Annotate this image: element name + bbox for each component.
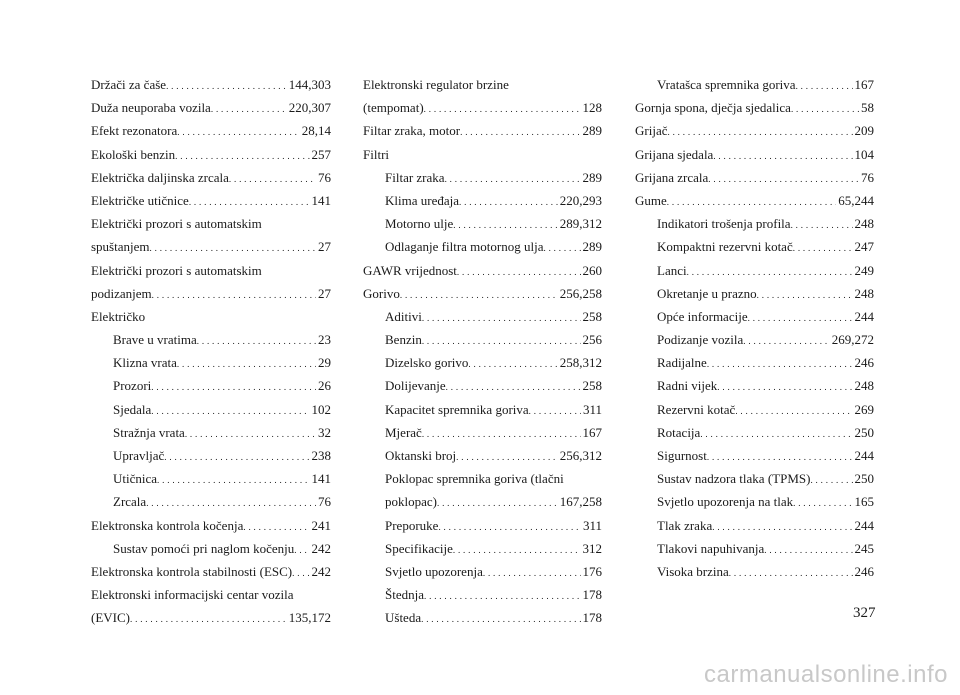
entry-page-ref: 256 [582, 332, 602, 348]
dot-leader [743, 328, 829, 351]
dot-leader [543, 235, 580, 258]
entry-page-ref: 269,272 [831, 332, 874, 348]
entry-label: Štednja [385, 587, 424, 603]
index-entry [635, 351, 874, 374]
entry-label: Elektronski regulator brzine [363, 77, 509, 92]
dot-leader [707, 351, 853, 374]
index-entry [363, 583, 602, 606]
dot-leader [700, 421, 852, 444]
index-entry [635, 119, 874, 142]
index-entry [91, 189, 331, 212]
index-entry [635, 398, 874, 421]
entry-label: Elektronska kontrola kočenja [91, 517, 244, 533]
dot-leader [713, 143, 852, 166]
entry-label: Efekt rezonatora [91, 123, 178, 139]
entry-page-ref: 141 [311, 471, 331, 487]
entry-page-ref: 65,244 [838, 192, 874, 208]
entry-page-ref: 209 [854, 123, 874, 139]
dot-leader [791, 212, 853, 235]
entry-page-ref: 246 [854, 563, 874, 579]
index-entry [363, 119, 602, 142]
dot-leader [453, 212, 558, 235]
entry-label: Dolijevanje [385, 378, 446, 394]
dot-leader [175, 143, 309, 166]
dot-leader [151, 374, 316, 397]
entry-label: Klizna vrata [113, 355, 177, 371]
index-entry [91, 282, 331, 305]
entry-label: poklopac) [385, 494, 437, 510]
dot-leader [748, 305, 853, 328]
index-entry [363, 560, 602, 583]
entry-label: Ekološki benzin [91, 146, 176, 162]
entry-label: (EVIC) [91, 610, 130, 626]
entry-label: Upravljač [113, 448, 165, 463]
entry-page-ref: 167 [582, 424, 602, 440]
index-entry [635, 189, 874, 212]
dot-leader [707, 444, 853, 467]
entry-label: Električki prozori s automatskim [91, 262, 262, 278]
entry-page-ref: 76 [318, 494, 331, 510]
dot-leader [468, 351, 557, 374]
entry-label: Vratašca spremnika goriva [657, 77, 796, 92]
index-entry [91, 212, 331, 235]
entry-page-ref: 289 [582, 239, 602, 255]
entry-page-ref: 249 [854, 262, 874, 278]
index-entry [363, 351, 602, 374]
dot-leader [438, 514, 581, 537]
entry-page-ref: 256,312 [559, 448, 602, 463]
dot-leader [764, 537, 852, 560]
index-entry [635, 490, 874, 513]
entry-page-ref: 246 [854, 355, 874, 371]
index-entry [363, 537, 602, 560]
dot-leader [197, 328, 316, 351]
index-entry [91, 444, 331, 467]
index-entry [363, 96, 602, 119]
dot-leader [667, 119, 852, 142]
dot-leader [189, 189, 310, 212]
index-entry [91, 537, 331, 560]
entry-label: Sigurnost [657, 448, 707, 463]
index-entry [635, 282, 874, 305]
dot-leader [459, 189, 558, 212]
entry-label: Gornja spona, dječja sjedalica [635, 100, 791, 116]
dot-leader [422, 305, 581, 328]
entry-page-ref: 312 [582, 540, 602, 556]
entry-label: Gorivo [363, 285, 400, 301]
index-entry [635, 328, 874, 351]
entry-page-ref: 244 [854, 308, 874, 324]
index-entry [91, 351, 331, 374]
dot-leader [150, 235, 317, 258]
dot-leader [177, 351, 316, 374]
entry-page-ref: 244 [854, 517, 874, 533]
entry-page-ref: 260 [582, 262, 602, 278]
dot-leader [166, 73, 287, 96]
entry-label: Odlaganje filtra motornog ulja [385, 239, 544, 255]
entry-label: Držači za čaše [91, 77, 167, 92]
index-column-2 [363, 73, 602, 630]
index-entry [635, 374, 874, 397]
entry-label: Filtar zraka [385, 169, 445, 185]
index-entry [91, 490, 331, 513]
entry-label: Kapacitet spremnika goriva [385, 401, 529, 417]
dot-leader [437, 490, 558, 513]
entry-label: Opće informacije [657, 308, 748, 324]
index-entry [363, 467, 602, 490]
index-entry [363, 282, 602, 305]
dot-leader [211, 96, 287, 119]
entry-label: Radni vijek [657, 378, 718, 394]
index-entry [635, 235, 874, 258]
entry-page-ref: 128 [582, 100, 602, 116]
entry-page-ref: 104 [854, 146, 874, 162]
dot-leader [793, 235, 853, 258]
entry-label: Mjerač [385, 424, 422, 440]
dot-leader [729, 560, 853, 583]
dot-leader [793, 490, 852, 513]
dot-leader [422, 421, 581, 444]
entry-label: Dizelsko gorivo [385, 355, 469, 371]
entry-page-ref: 220,307 [288, 100, 331, 116]
entry-page-ref: 248 [854, 285, 874, 301]
entry-label: Gume [635, 192, 667, 208]
entry-label: Duža neuporaba vozila [91, 100, 211, 116]
entry-page-ref: 257 [311, 146, 331, 162]
page-number: 327 [853, 605, 876, 621]
dot-leader [164, 444, 309, 467]
index-entry [363, 305, 602, 328]
index-entry [363, 166, 602, 189]
entry-page-ref: 135,172 [288, 610, 331, 626]
entry-page-ref: 244 [854, 448, 874, 463]
index-entry [91, 119, 331, 142]
dot-leader [810, 467, 852, 490]
entry-page-ref: 176 [582, 563, 602, 579]
index-entry [635, 467, 874, 490]
entry-page-ref: 27 [318, 239, 331, 255]
index-entry [363, 421, 602, 444]
index-entry [635, 305, 874, 328]
index-entry [363, 444, 602, 467]
entry-page-ref: 250 [854, 424, 874, 440]
entry-label: GAWR vrijednost [363, 262, 457, 278]
entry-label: Zrcala [113, 494, 147, 510]
index-entry [91, 73, 331, 96]
dot-leader [130, 606, 287, 629]
index-entry [635, 212, 874, 235]
dot-leader [735, 398, 852, 421]
entry-page-ref: 247 [854, 239, 874, 255]
index-entry [635, 560, 874, 583]
index-column-1 [91, 73, 331, 630]
entry-page-ref: 242 [311, 540, 331, 556]
entry-label: Oktanski broj [385, 448, 457, 463]
index-entry [635, 259, 874, 282]
index-entry [363, 328, 602, 351]
dot-leader [712, 514, 852, 537]
entry-label: Sustav pomoći pri naglom kočenju [113, 540, 295, 556]
index-entry [91, 259, 331, 282]
entry-page-ref: 178 [582, 610, 602, 626]
entry-page-ref: 248 [854, 216, 874, 232]
dot-leader [796, 73, 853, 96]
index-entry [91, 514, 331, 537]
index-entry [363, 490, 602, 513]
index-entry [635, 537, 874, 560]
index-entry [91, 143, 331, 166]
entry-label: Sustav nadzora tlaka (TPMS) [657, 471, 811, 487]
index-entry [635, 421, 874, 444]
entry-label: spuštanjem [91, 239, 150, 255]
entry-label: Prozori [113, 378, 152, 394]
index-entry [91, 305, 331, 328]
entry-label: Elektronski informacijski centar vozila [91, 587, 294, 603]
dot-leader [157, 467, 309, 490]
index-entry [363, 235, 602, 258]
dot-leader [400, 282, 558, 305]
entry-page-ref: 289 [582, 123, 602, 139]
dot-leader [460, 119, 580, 142]
dot-leader [422, 328, 581, 351]
index-entry [91, 374, 331, 397]
entry-label: Tlak zraka [657, 517, 713, 533]
entry-page-ref: 220,293 [559, 192, 602, 208]
entry-label: Visoka brzina [657, 563, 729, 579]
dot-leader [292, 560, 309, 583]
index-entry [363, 189, 602, 212]
entry-label: Poklopac spremnika goriva (tlačni [385, 471, 564, 487]
index-entry [635, 514, 874, 537]
index-entry [363, 259, 602, 282]
entry-page-ref: 27 [318, 285, 331, 301]
entry-label: Električki prozori s automatskim [91, 216, 262, 232]
entry-page-ref: 289,312 [559, 216, 602, 232]
index-entry [635, 73, 874, 96]
index-entry [91, 421, 331, 444]
entry-page-ref: 26 [318, 378, 331, 394]
entry-label: Elektronska kontrola stabilnosti (ESC) [91, 563, 293, 579]
entry-page-ref: 241 [311, 517, 331, 533]
index-entry [91, 398, 331, 421]
index-entry [91, 328, 331, 351]
dot-leader [687, 259, 853, 282]
entry-label: Filtri [363, 146, 390, 162]
entry-page-ref: 250 [854, 471, 874, 487]
entry-page-ref: 141 [311, 192, 331, 208]
dot-leader [185, 421, 316, 444]
index-entry [91, 235, 331, 258]
entry-label: Indikatori trošenja profila [657, 216, 791, 232]
entry-label: Brave u vratima [113, 332, 197, 348]
entry-label: podizanjem [91, 285, 152, 301]
dot-leader [177, 119, 299, 142]
dot-leader [483, 560, 581, 583]
entry-page-ref: 32 [318, 424, 331, 440]
entry-label: Kompaktni rezervni kotač [657, 239, 793, 255]
entry-label: Električka daljinska zrcala [91, 169, 229, 185]
dot-leader [456, 444, 558, 467]
entry-label: Rezervni kotač [657, 401, 736, 417]
dot-leader [152, 282, 316, 305]
entry-label: Sjedala [113, 401, 152, 417]
dot-leader [229, 166, 316, 189]
dot-leader [243, 514, 309, 537]
index-entry [635, 444, 874, 467]
entry-page-ref: 289 [582, 169, 602, 185]
index-entry [635, 166, 874, 189]
dot-leader [453, 537, 581, 560]
entry-page-ref: 311 [582, 401, 602, 417]
entry-page-ref: 242 [311, 563, 331, 579]
index-entry [363, 606, 602, 629]
entry-page-ref: 29 [318, 355, 331, 371]
entry-label: Filtar zraka, motor [363, 123, 461, 139]
entry-label: Svjetlo upozorenja [385, 563, 483, 579]
dot-leader [446, 374, 581, 397]
index-entry [91, 606, 331, 629]
dot-leader [421, 606, 580, 629]
index-entry [363, 212, 602, 235]
index-entry [91, 467, 331, 490]
entry-page-ref: 258,312 [559, 355, 602, 371]
dot-leader [708, 166, 859, 189]
entry-label: Električke utičnice [91, 192, 189, 208]
entry-label: Svjetlo upozorenja na tlak [657, 494, 794, 510]
entry-page-ref: 28,14 [301, 123, 331, 139]
entry-label: Motorno ulje [385, 216, 454, 232]
entry-label: Stražnja vrata [113, 424, 185, 440]
entry-label: Tlakovi napuhivanja [657, 540, 765, 556]
index-entry [91, 96, 331, 119]
entry-page-ref: 23 [318, 332, 331, 348]
dot-leader [424, 96, 581, 119]
dot-leader [424, 583, 581, 606]
entry-page-ref: 76 [861, 169, 874, 185]
entry-label: Utičnica [113, 471, 158, 487]
entry-page-ref: 256,258 [559, 285, 602, 301]
entry-page-ref: 165 [854, 494, 874, 510]
dot-leader [445, 166, 581, 189]
entry-page-ref: 102 [311, 401, 331, 417]
entry-label: Lanci [657, 262, 687, 278]
entry-label: Benzin [385, 332, 422, 348]
watermark: carmanualsonline.info [704, 661, 948, 688]
dot-leader [146, 490, 316, 513]
entry-label: Rotacija [657, 424, 701, 440]
entry-page-ref: 178 [582, 587, 602, 603]
entry-page-ref: 76 [318, 169, 331, 185]
entry-page-ref: 311 [582, 517, 602, 533]
dot-leader [457, 259, 581, 282]
entry-label: Radijalne [657, 355, 707, 371]
index-entry [91, 583, 331, 606]
index-entry [363, 73, 602, 96]
dot-leader [294, 537, 309, 560]
entry-label: Grijač [635, 123, 668, 139]
index-entry [635, 96, 874, 119]
index-column-3 [635, 73, 874, 583]
entry-page-ref: 167 [854, 77, 874, 92]
entry-label: Klima uređaja [385, 192, 459, 208]
entry-page-ref: 245 [854, 540, 874, 556]
index-entry [363, 374, 602, 397]
entry-page-ref: 258 [582, 308, 602, 324]
dot-leader [529, 398, 581, 421]
index-entry [91, 560, 331, 583]
entry-page-ref: 58 [861, 100, 874, 116]
dot-leader [667, 189, 836, 212]
entry-page-ref: 167,258 [559, 494, 602, 510]
dot-leader [757, 282, 853, 305]
index-entry [635, 143, 874, 166]
entry-page-ref: 238 [311, 448, 331, 463]
entry-page-ref: 248 [854, 378, 874, 394]
index-entry [363, 398, 602, 421]
entry-label: Grijana sjedala [635, 146, 714, 162]
entry-label: Specifikacije [385, 540, 453, 556]
entry-label: Ušteda [385, 610, 422, 626]
entry-label: Preporuke [385, 517, 439, 533]
dot-leader [717, 374, 852, 397]
index-entry [363, 143, 602, 166]
entry-label: Okretanje u prazno [657, 285, 757, 301]
entry-label: Električko [91, 308, 146, 324]
entry-page-ref: 144,303 [288, 77, 331, 92]
entry-page-ref: 258 [582, 378, 602, 394]
index-entry [91, 166, 331, 189]
entry-label: Podizanje vozila [657, 332, 744, 348]
entry-label: Aditivi [385, 308, 422, 324]
index-entry [363, 514, 602, 537]
dot-leader [151, 398, 309, 421]
entry-label: (tempomat) [363, 100, 424, 116]
entry-label: Grijana zrcala [635, 169, 709, 185]
dot-leader [791, 96, 859, 119]
entry-page-ref: 269 [854, 401, 874, 417]
